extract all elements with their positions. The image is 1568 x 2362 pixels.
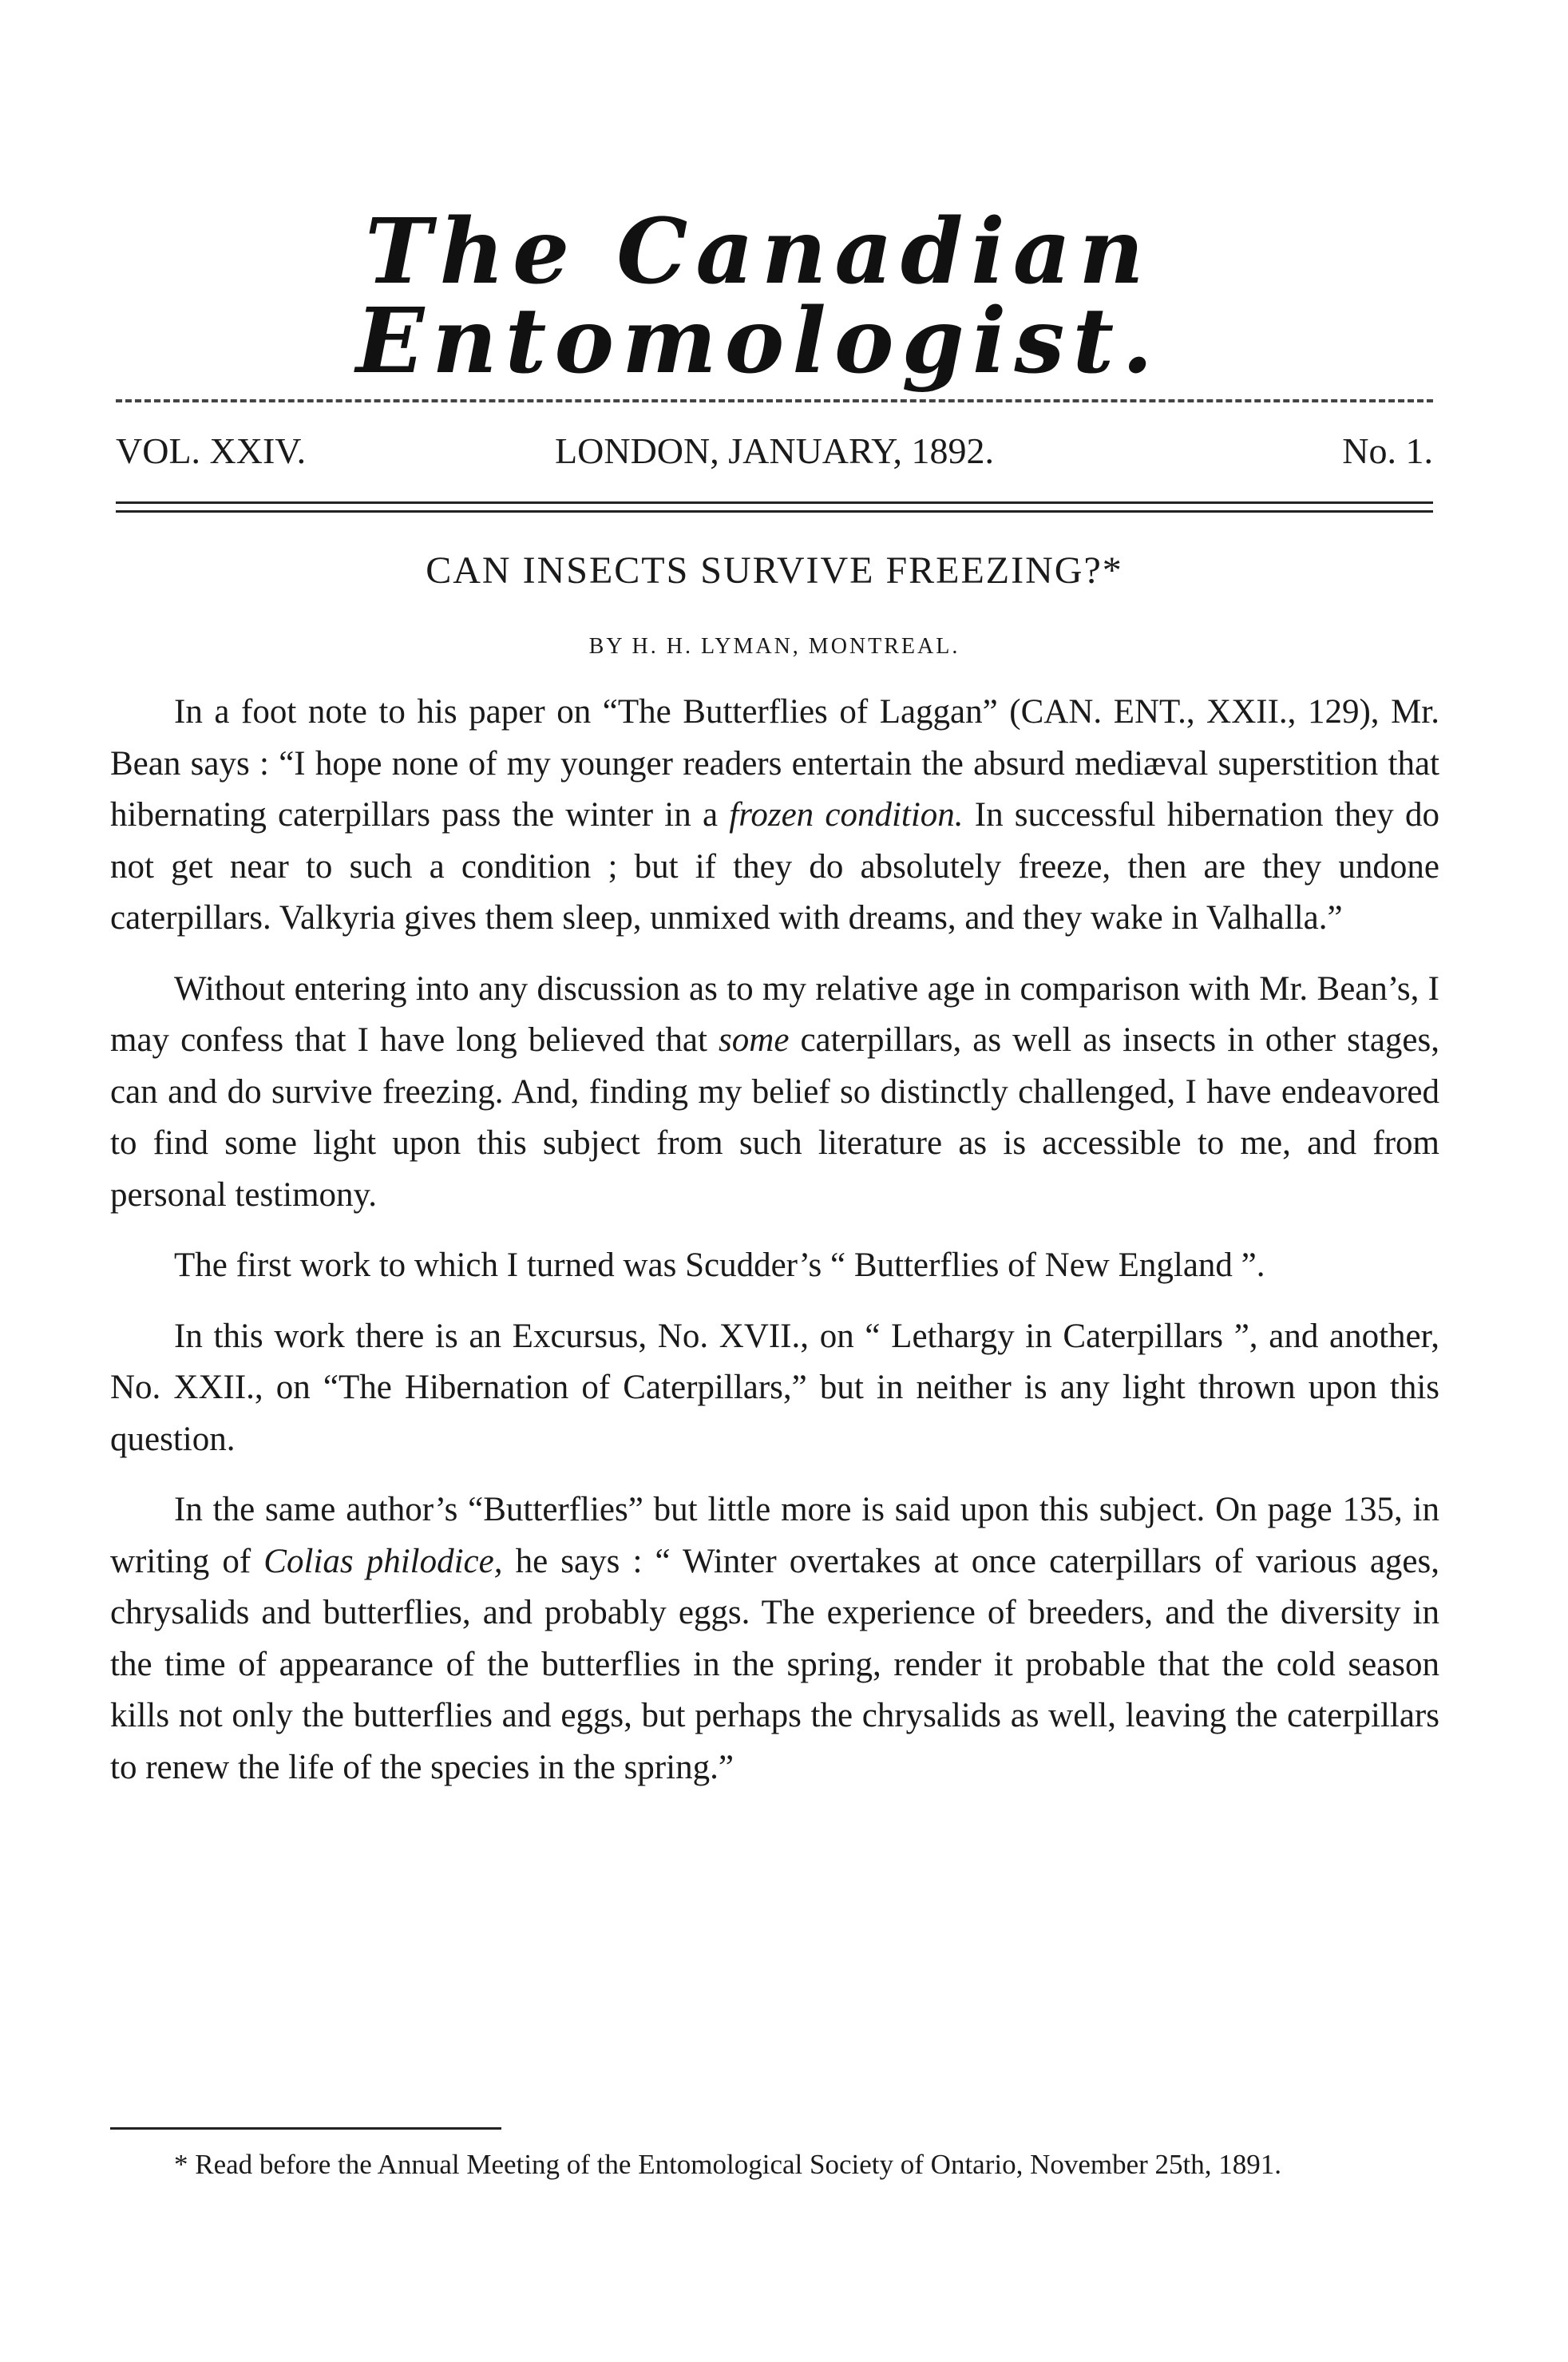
paragraph: In a foot note to his paper on “The Butterflies of Laggan” (CAN. ENT., XXII., 129), Mr. Bean says : “I hope none of my younger readers entertain the absurd mediæval superstition that hibernating caterpillars pass the winter in a frozen condition. In successful hibernation they do not get near to such a condition ; but if they do absolutely freeze, then are they undone caterpillars. Valkyria gives them sleep, unmixed with dreams, and they wake in Valhalla.” bbox=[110, 693, 1439, 937]
place-date-label: LONDON, JANUARY, 1892. bbox=[555, 430, 994, 471]
issue-line bbox=[116, 427, 1433, 475]
article-body bbox=[110, 687, 1439, 1813]
footnote-rule bbox=[110, 2127, 501, 2130]
paragraph: The first work to which I turned was Scudder’s “ Butterflies of New England ”. bbox=[174, 1246, 1265, 1284]
article-byline: BY H. H. LYMAN, MONTREAL. bbox=[588, 634, 960, 659]
paragraph: Without entering into any discussion as to my relative age in comparison with Mr. Bean’s, I may confess that I have long believed that some caterpillars, as well as insects in other stages, can and do survive freezing. And, finding my belief so distinctly challenged, I have endeavored to find some light upon this subject from such literature as is accessible to me, and from personal testimony. bbox=[110, 969, 1439, 1214]
volume-label: VOL. XXIV. bbox=[116, 430, 307, 471]
journal-masthead: The Canadian Entomologist. bbox=[355, 200, 1162, 394]
article-title: CAN INSECTS SURVIVE FREEZING?* bbox=[426, 549, 1123, 592]
footnote: * Read before the Annual Meeting of the Entomological Society of Ontario, November 25th, 1891. bbox=[174, 2149, 1282, 2180]
masthead-rule bbox=[116, 399, 1433, 402]
issue-double-rule bbox=[116, 501, 1433, 513]
issue-number-label: No. 1. bbox=[1342, 430, 1433, 471]
paragraph: In the same author’s “Butterflies” but little more is said upon this subject. On page 135, in writing of Colias philodice, he says : “ Winter overtakes at once caterpillars of various ages, chrysalids and butterflies, and probably eggs. The experience of breeders, and the diversity in the time of appearance of the butterflies in the spring, render it probable that the cold season kills not only the butterflies and eggs, but perhaps the chrysalids as well, leaving the caterpillars to renew the life of the species in the spring.” bbox=[110, 1491, 1439, 1786]
paragraph: In this work there is an Excursus, No. XVII., on “ Lethargy in Caterpillars ”, and another, No. XXII., on “The Hibernation of Caterpillars,” but in neither is any light thrown upon this question. bbox=[110, 1317, 1439, 1458]
